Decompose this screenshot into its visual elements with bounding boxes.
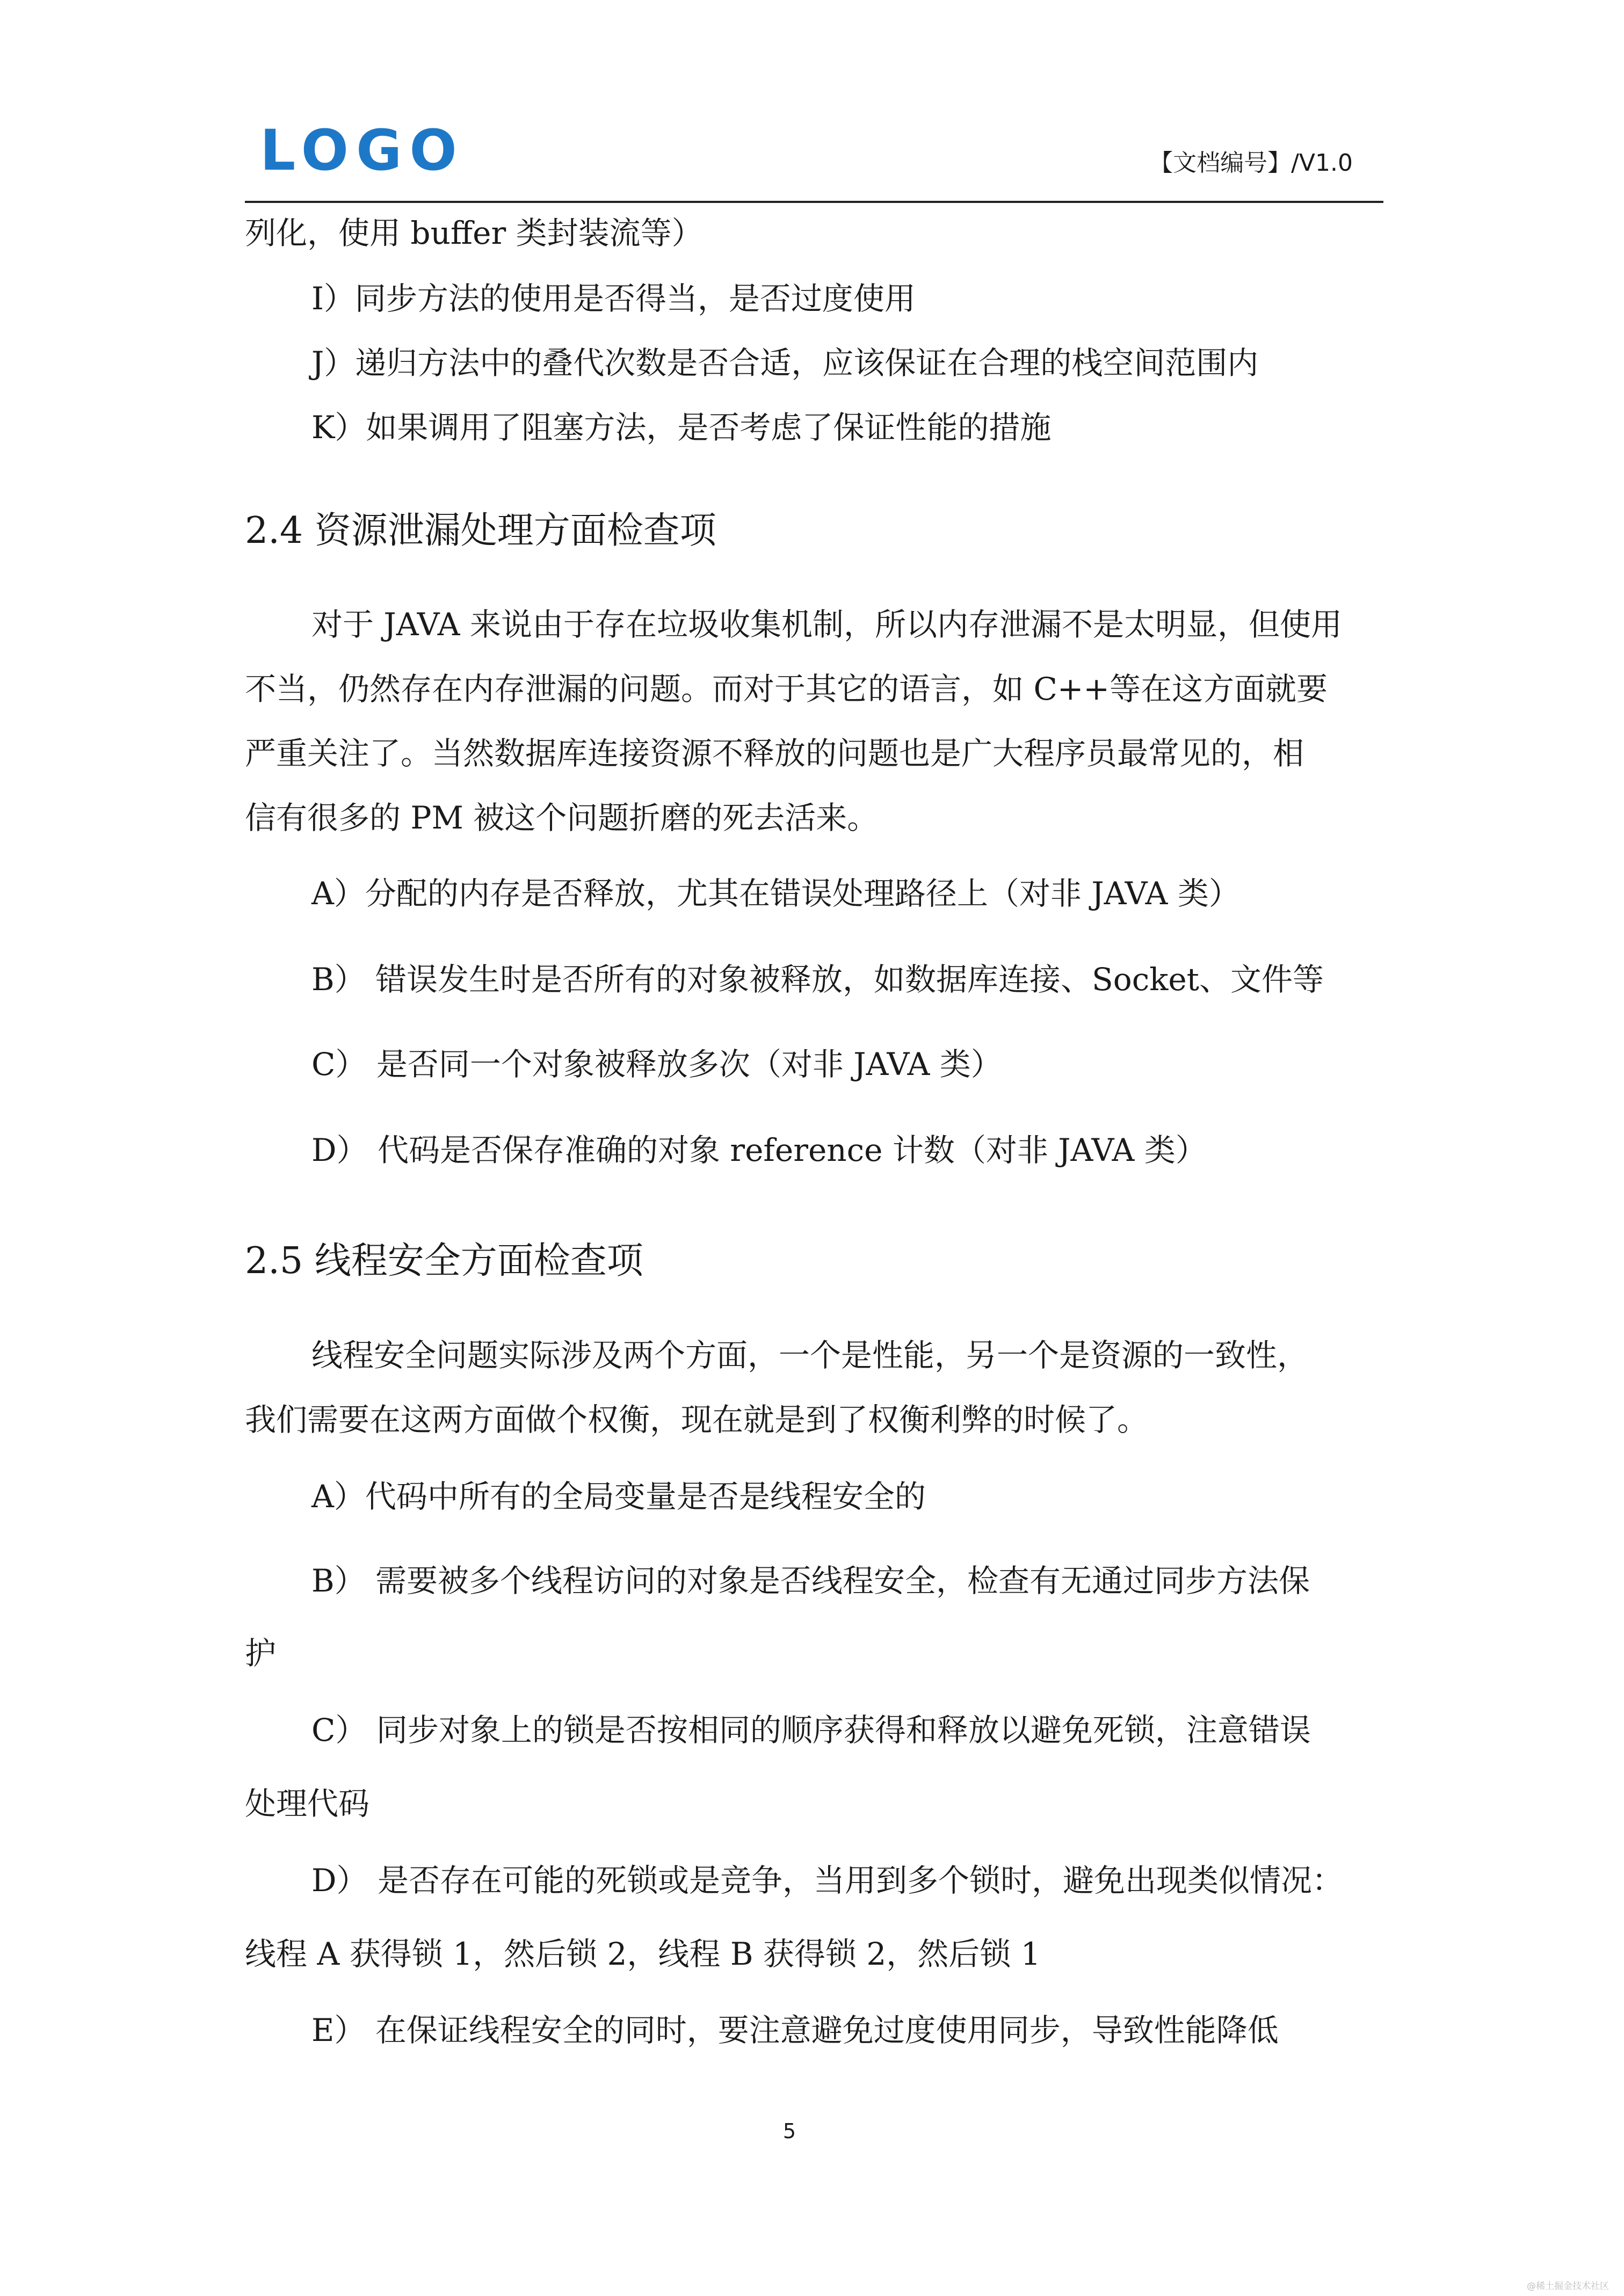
list-item: J）递归方法中的叠代次数是否合适，应该保证在合理的栈空间范围内: [311, 345, 1259, 381]
list-item: D） 是否存在可能的死锁或是竞争，当用到多个锁时，避免出现类似情况：: [311, 1862, 1343, 1899]
list-item-continuation: 线程 A 获得锁 1，然后锁 2，线程 B 获得锁 2，然后锁 1: [245, 1936, 1041, 1972]
paragraph-line: 不当，仍然存在内存泄漏的问题。而对于其它的语言，如 C++等在这方面就要: [245, 671, 1328, 707]
header-divider: [245, 201, 1383, 203]
page-number: 5: [782, 2119, 796, 2143]
paragraph-line: 对于 JAVA 来说由于存在垃圾收集机制，所以内存泄漏不是太明显，但使用: [311, 606, 1342, 643]
list-item: D） 代码是否保存准确的对象 reference 计数（对非 JAVA 类）: [311, 1132, 1207, 1168]
list-item: A）代码中所有的全局变量是否是线程安全的: [311, 1478, 926, 1515]
paragraph-line: 列化，使用 buffer 类封装流等）: [245, 215, 703, 251]
list-item: C） 是否同一个对象被释放多次（对非 JAVA 类）: [311, 1046, 1002, 1082]
list-item: E） 在保证线程安全的同时，要注意避免过度使用同步，导致性能降低: [311, 2012, 1279, 2048]
paragraph-line: 信有很多的 PM 被这个问题折磨的死去活来。: [245, 800, 879, 836]
paragraph-line: 我们需要在这两方面做个权衡，现在就是到了权衡利弊的时候了。: [245, 1401, 1149, 1438]
list-item-continuation: 护: [245, 1635, 277, 1672]
list-item: B） 需要被多个线程访问的对象是否线程安全，检查有无通过同步方法保: [311, 1563, 1310, 1599]
list-item-continuation: 处理代码: [245, 1785, 370, 1822]
section-heading: 2.5 线程安全方面检查项: [245, 1240, 643, 1282]
paragraph-line: 线程安全问题实际涉及两个方面，一个是性能，另一个是资源的一致性，: [311, 1337, 1309, 1374]
paragraph-line: 严重关注了。当然数据库连接资源不释放的问题也是广大程序员最常见的，相: [245, 735, 1304, 772]
section-heading: 2.4 资源泄漏处理方面检查项: [245, 510, 716, 552]
logo: LOGO: [260, 118, 465, 183]
list-item: C） 同步对象上的锁是否按相同的顺序获得和释放以避免死锁，注意错误: [311, 1712, 1311, 1748]
watermark: @稀土掘金技术社区: [1527, 2281, 1609, 2292]
list-item: I）同步方法的使用是否得当，是否过度使用: [311, 280, 916, 317]
list-item: A）分配的内存是否释放，尤其在错误处理路径上（对非 JAVA 类）: [311, 875, 1240, 912]
document-code: 【文档编号】/V1.0: [1149, 149, 1353, 177]
list-item: B） 错误发生时是否所有的对象被释放，如数据库连接、Socket、文件等: [311, 961, 1324, 998]
list-item: K）如果调用了阻塞方法，是否考虑了保证性能的措施: [311, 409, 1052, 446]
